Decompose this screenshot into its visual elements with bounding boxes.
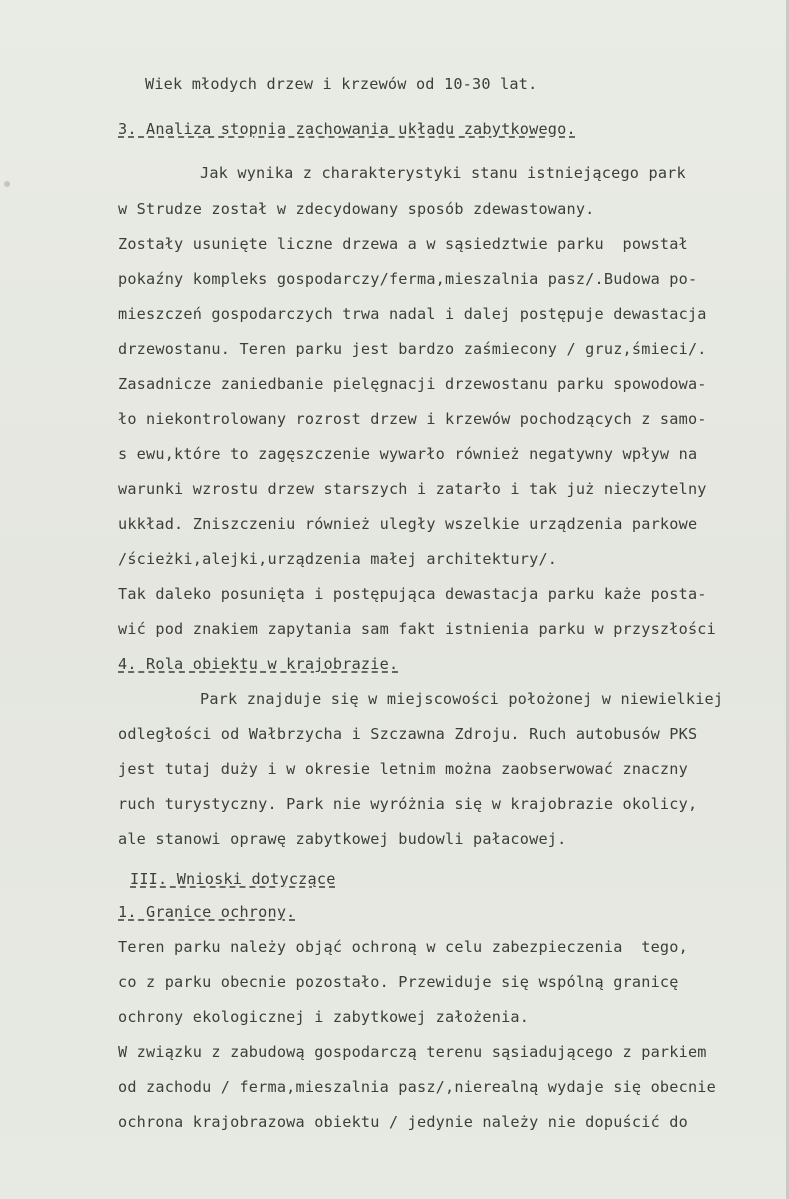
text-line: W związku z zabudową gospodarczą terenu sąsiadującego z parkiem	[118, 1043, 707, 1061]
section-heading: 3. Analiza stopnia zachowania układu zabytkowego.	[118, 120, 576, 138]
text-line: Teren parku należy objąć ochroną w celu zabezpieczenia tego,	[118, 938, 688, 956]
ink-spot	[4, 181, 10, 187]
text-line: ochrona krajobrazowa obiektu / jedynie należy nie dopuścić do	[118, 1113, 688, 1131]
text-line: Zostały usunięte liczne drzewa a w sąsiedztwie parku powstał	[118, 235, 688, 253]
section-heading: III. Wnioski dotyczące	[130, 870, 336, 888]
text-line: mieszczeń gospodarczych trwa nadal i dalej postępuje dewastacja	[118, 305, 707, 323]
text-line: ale stanowi oprawę zabytkowej budowli pałacowej.	[118, 830, 567, 848]
section-heading: 4. Rola obiektu w krajobrazie.	[118, 655, 399, 673]
text-line: od zachodu / ferma,mieszalnia pasz/,nierealną wydaje się obecnie	[118, 1078, 716, 1096]
subsection-heading: 1. Granice ochrony.	[118, 903, 296, 921]
text-line: Tak daleko posunięta i postępująca dewastacja parku każe posta-	[118, 585, 707, 603]
text-line: Zasadnicze zaniedbanie pielęgnacji drzewostanu parku spowodowa-	[118, 375, 707, 393]
text-line: wić pod znakiem zapytania sam fakt istnienia parku w przyszłości	[118, 620, 716, 638]
text-line: ukkład. Zniszczeniu również uległy wszelkie urządzenia parkowe	[118, 515, 698, 533]
text-line: warunki wzrostu drzew starszych i zatarło i tak już nieczytelny	[118, 480, 707, 498]
text-line: ruch turystyczny. Park nie wyróżnia się w krajobrazie okolicy,	[118, 795, 698, 813]
text-line: jest tutaj duży i w okresie letnim można zaobserwować znaczny	[118, 760, 688, 778]
text-line: odległości od Wałbrzycha i Szczawna Zdroju. Ruch autobusów PKS	[118, 725, 698, 743]
text-line: drzewostanu. Teren parku jest bardzo zaśmiecony / gruz,śmieci/.	[118, 340, 707, 358]
text-line: Wiek młodych drzew i krzewów od 10-30 lat.	[145, 75, 538, 93]
text-line: /ścieżki,alejki,urządzenia małej architektury/.	[118, 550, 558, 568]
text-line: pokaźny kompleks gospodarczy/ferma,mieszalnia pasz/.Budowa po-	[118, 270, 698, 288]
text-line: w Strudze został w zdecydowany sposób zdewastowany.	[118, 200, 595, 218]
text-line: Jak wynika z charakterystyki stanu istniejącego park	[200, 164, 686, 182]
text-line: s ewu,które to zagęszczenie wywarło również negatywny wpływ na	[118, 445, 698, 463]
text-line: ochrony ekologicznej i zabytkowej założenia.	[118, 1008, 530, 1026]
text-line: ło niekontrolowany rozrost drzew i krzewów pochodzących z samo-	[118, 410, 707, 428]
text-line: co z parku obecnie pozostało. Przewiduje się wspólną granicę	[118, 973, 679, 991]
text-line: Park znajduje się w miejscowości położonej w niewielkiej	[200, 690, 724, 708]
